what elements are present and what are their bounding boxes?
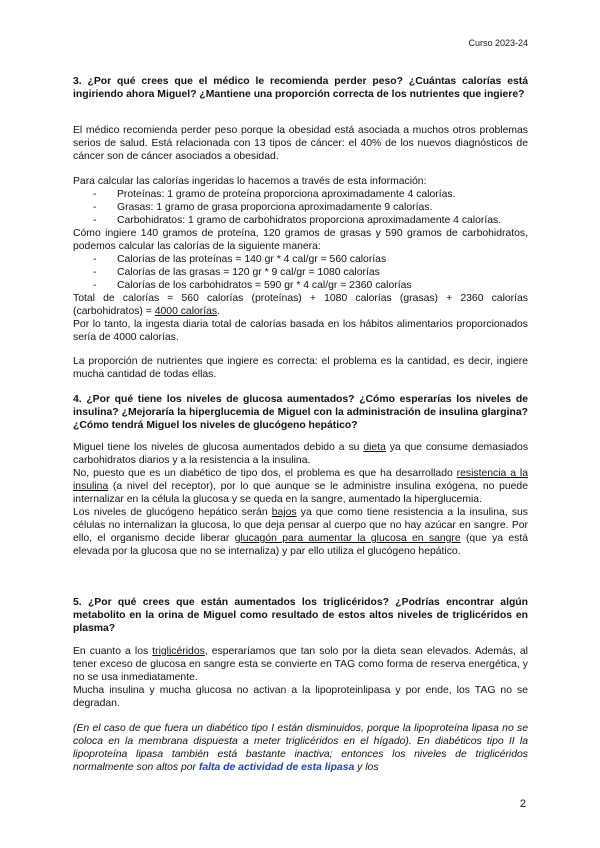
q3-conclusion: Por lo tanto, la ingesta diaria total de calorías basada en los hábitos alimentarios proporcionados sería de 4000 calorías.: [73, 319, 528, 343]
page-number: 2: [519, 798, 526, 810]
list-item: - Grasas: 1 gramo de grasa proporciona aproximadamente 9 calorías.: [73, 201, 528, 214]
question-3: 3. ¿Por qué crees que el médico le recomienda perder peso? ¿Cuántas calorías está ingiriendo ahora Miguel? ¿Mantiene una proporción correcta de los nutrientes que ingiere?: [73, 76, 528, 100]
question-4: 4. ¿Por qué tiene los niveles de glucosa aumentados? ¿Cómo esperarías los niveles de insulina? ¿Mejoraría la hiperglucemia de Miguel con la administración de insulina glargina? ¿Cómo tendrá Miguel los niveles de glucógeno hepático?: [73, 394, 528, 431]
q4-answer-paragraph-2: No, puesto que es un diabético de tipo dos, el problema es que ha desarrollado resistencia a la insulina (a nivel del receptor), por lo que aunque se le administre insulina exógena, no puede internalizar en la célula la glucosa y se queda en la sangre, aumentado la hiperglucemia.: [73, 468, 528, 505]
q5-note: (En el caso de que fuera un diabético tipo I están disminuidos, porque la lipoproteína lipasa no se coloca en la membrana dispuesta a meter triglicéridos en el hígado). En diabéticos tipo II la lipoproteína lipasa también está bastante inactiva; entonces los niveles de triglicéridos normalmente son altos por falta de actividad de esta lipasa y los: [73, 723, 528, 773]
q3-answer-proportion: La proporción de nutrientes que ingiere es correcta: el problema es la cantidad, es decir, ingiere mucha cantidad de todas ellas.: [73, 356, 528, 380]
q3-intro: Para calcular las calorías ingeridas lo hacemos a través de esta información:: [73, 176, 427, 187]
q3-intake: Cómo ingiere 140 gramos de proteína, 120 gramos de grasas y 590 gramos de carbohidratos, podemos calcular las calorías de la siguiente manera:: [73, 228, 528, 252]
highlight-text: falta de actividad de esta lipasa: [198, 762, 355, 773]
q4-answer-paragraph-3: Los niveles de glucógeno hepático serán bajos ya que como tiene resistencia a la insulina, sus células no internalizan la glucosa, lo que deja pensar al cuerpo que no hay azúcar en sangre. Por ello, el organismo decide liberar glucagón para aumentar la glucosa en sangre (que ya está elevada por la glucosa que no se internaliza) y par ello utiliza el glucógeno hepático.: [73, 507, 528, 557]
total-calories: 4000 calorías: [154, 306, 218, 317]
q3-answer-paragraph-1: El médico recomienda perder peso porque la obesidad está asociada a muchos otros problemas serios de salud. Está relacionada con 13 tipos de cáncer: el 40% de los nuevos diagnósticos de cáncer son de cáncer asociados a obesidad.: [73, 125, 528, 162]
q5-answer-paragraph-2: Mucha insulina y mucha glucosa no activan a la lipoproteinlipasa y por ende, los TAG no se degradan.: [73, 685, 528, 709]
list-item: - Calorías de las grasas = 120 gr * 9 cal/gr = 1080 calorías: [73, 266, 528, 279]
course-header: Curso 2023-24: [468, 38, 528, 48]
q4-answer: [73, 441, 528, 558]
list-item: - Calorías de los carbohidratos = 590 gr * 4 cal/gr = 2360 calorías: [73, 279, 528, 292]
list-item: - Calorías de las proteínas = 140 gr * 4 cal/gr = 560 calorías: [73, 253, 528, 266]
question-5: 5. ¿Por qué crees que están aumentados los triglicéridos? ¿Podrías encontrar algún metabolito en la orina de Miguel como resultado de estos altos niveles de triglicéridos en plasma?: [73, 597, 528, 634]
q5-answer-paragraph-1: En cuanto a los triglicéridos, esperaríamos que tan solo por la dieta sean elevados. Además, al tener exceso de glucosa en sangre esta se convierte en TAG como forma de reserva energética, y no se usa inmediatamente.: [73, 646, 528, 683]
q3-calculation-block: [73, 175, 528, 344]
q5-answer: [73, 645, 528, 710]
q4-answer-paragraph-1: Miguel tiene los niveles de glucosa aumentados debido a su dieta ya que consume demasiados carbohidratos diarios y a la resistencia a la insulina.: [73, 442, 529, 466]
list-item: - Proteínas: 1 gramo de proteína proporciona aproximadamente 4 calorías.: [73, 188, 528, 201]
q3-total: Total de calorías = 560 calorías (proteínas) + 1080 calorías (grasas) + 2360 calorías (carbohidratos) = 4000 calorías.: [73, 293, 528, 317]
list-item: - Carbohidratos: 1 gramo de carbohidratos proporciona aproximadamente 4 calorías.: [73, 214, 528, 227]
